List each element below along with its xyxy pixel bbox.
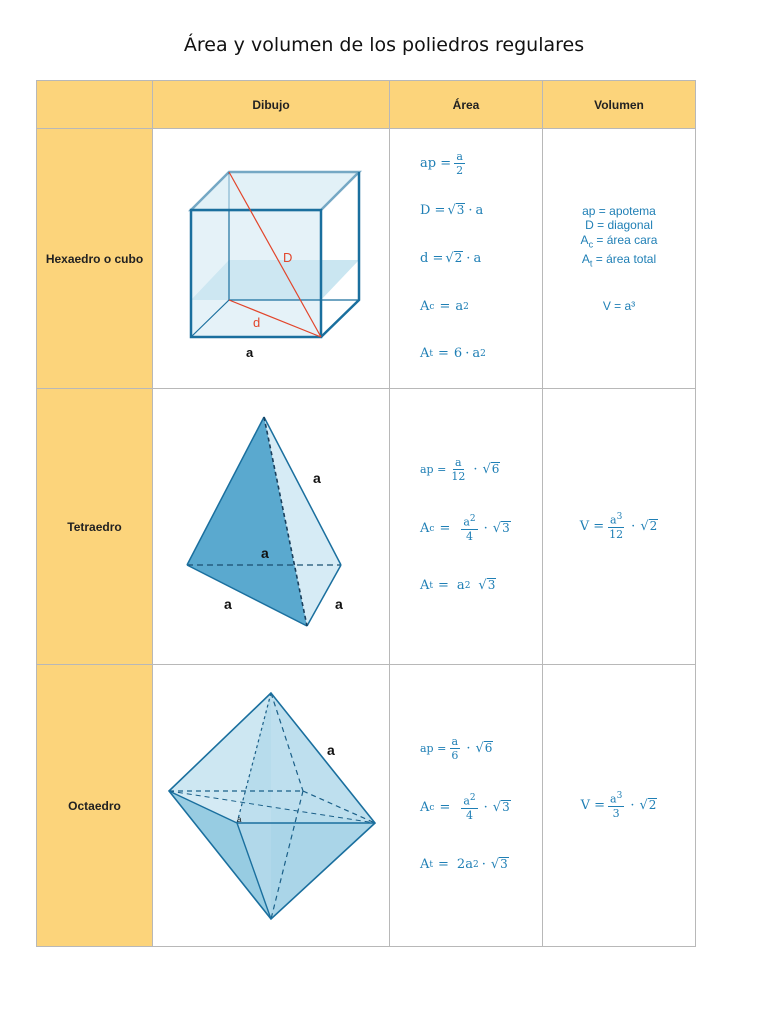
octahedron-drawing <box>153 665 389 946</box>
header-row <box>37 81 696 129</box>
legend-face-area: $A_c$ = área cara <box>580 232 658 250</box>
cube-legend <box>543 204 695 313</box>
page-title: Área y volumen de los poliedros regulares <box>183 34 585 56</box>
table-row-octahedron <box>37 665 696 947</box>
tetrahedron-area-cell <box>390 389 543 665</box>
row-label-cube: Hexaedro o cubo <box>37 129 153 389</box>
header-volume: Volumen <box>543 81 696 129</box>
octa-inner-label: a <box>237 815 242 824</box>
row-label-tetrahedron: Tetraedro <box>37 389 153 665</box>
octahedron-volume-cell <box>543 665 696 947</box>
cube-face-diagonal-label: d <box>253 315 261 330</box>
cube-diagonal-label: D <box>283 250 293 265</box>
cube-ap-formula: ap = $\frac{a}{2}$ <box>420 149 464 177</box>
cube-volume-cell <box>543 129 696 389</box>
tetra-total-area-formula: A t = a 2 √ 3 <box>420 578 496 593</box>
cube-drawing <box>153 129 389 388</box>
tetrahedron-drawing <box>153 389 389 664</box>
legend-apothem: ap = apotema <box>582 203 656 218</box>
cube-face-diagonal-formula: d = √ 2 · a <box>420 251 482 266</box>
octahedron-drawing-cell <box>153 665 390 947</box>
cube-total-area-formula: A t = 6 · a 2 <box>420 346 486 361</box>
header-corner <box>37 81 153 129</box>
octa-ap-formula: ap = $\frac{a}{6}$ · √ 6 <box>420 734 493 762</box>
polyhedra-table <box>36 80 696 947</box>
cube-drawing-cell <box>153 129 390 389</box>
tetra-face-area-formula: A c = $\frac{a^2}{4}$ · √ 3 <box>420 514 510 543</box>
cube-volume-formula: V = a³ <box>602 298 636 313</box>
octa-face-area-formula: A c = $\frac{a^2}{4}$ · √ 3 <box>420 793 510 822</box>
header-drawing: Dibujo <box>153 81 390 129</box>
cube-face-area-formula: A c = a 2 <box>420 299 469 314</box>
cube-area-cell <box>390 129 543 389</box>
tetra-edge-label-4: a <box>335 596 343 612</box>
row-label-octahedron: Octaedro <box>37 665 153 947</box>
octa-total-area-formula: A t = 2a 2 · √ 3 <box>420 857 508 872</box>
octahedron-area-cell <box>390 665 543 947</box>
octa-edge-label: a <box>327 742 335 758</box>
cube-diagonal-formula: D = √ 3 · a <box>420 203 484 218</box>
tetra-ap-formula: ap = $\frac{a}{12}$ · √ 6 <box>420 455 500 483</box>
tetrahedron-drawing-cell <box>153 389 390 665</box>
tetra-volume-formula: V = $\frac{a^3}{12}$ · √ 2 <box>579 512 658 541</box>
legend-total-area: $A_t$ = área total <box>581 251 657 269</box>
tetra-edge-label-1: a <box>313 470 321 486</box>
octa-volume-formula: V = $\frac{a^3}{3}$ · √ 2 <box>580 791 657 820</box>
tetra-edge-label-3: a <box>224 596 232 612</box>
header-area: Área <box>390 81 543 129</box>
tetra-edge-label-2: a <box>261 545 269 561</box>
cube-edge-label: a <box>246 345 254 360</box>
table-row-tetrahedron <box>37 389 696 665</box>
legend-diagonal: D = diagonal <box>585 218 653 233</box>
table-row-cube <box>37 129 696 389</box>
tetrahedron-volume-cell <box>543 389 696 665</box>
